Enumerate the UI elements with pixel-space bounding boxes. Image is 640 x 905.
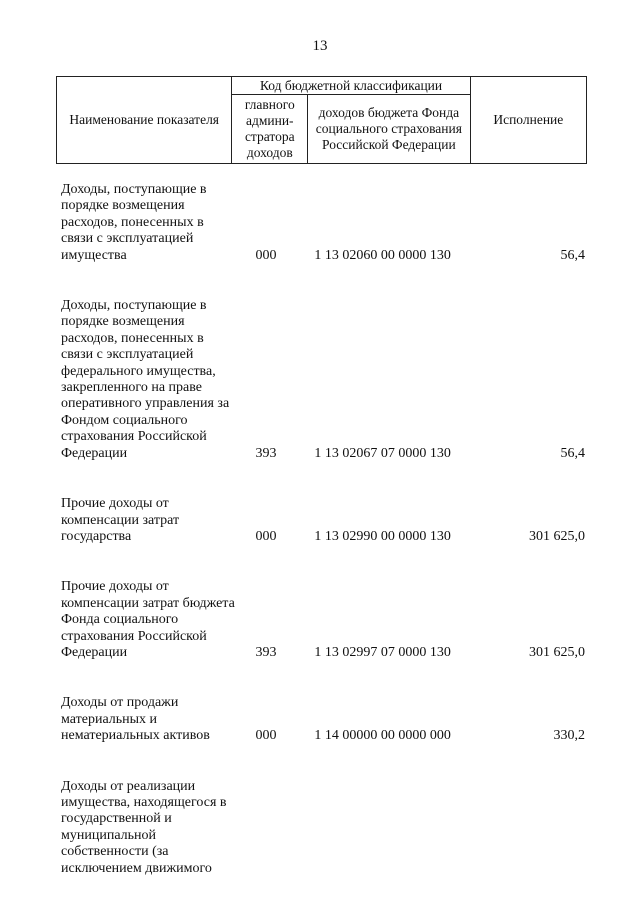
table-row [56, 496, 587, 545]
row-value: 301 625,0 [529, 528, 585, 544]
header-classification-group: Код бюджетной классификации [232, 77, 470, 95]
row-value [469, 779, 587, 877]
row-name: Доходы, поступающие в порядке возмещения расходов, понесенных в связи с эксплуатацией имущества [61, 182, 207, 263]
row-budget-code: 1 14 00000 00 0000 000 [314, 728, 451, 744]
row-value: 301 625,0 [529, 644, 585, 660]
table-row [56, 579, 587, 661]
row-admin-code: 000 [255, 728, 277, 744]
row-name: Доходы от продажи материальных и нематериальных активов [61, 695, 210, 744]
header-admin-column: главного админи-стратора доходов [232, 95, 308, 164]
header-revenue-code-column: доходов бюджета Фонда социального страхования Российской Федерации [308, 95, 471, 164]
row-value: 56,4 [560, 445, 585, 461]
row-value: 330,2 [553, 728, 585, 744]
table-row [56, 779, 587, 877]
row-budget-code: 1 13 02997 07 0000 130 [314, 644, 451, 660]
table-row [56, 695, 587, 744]
header-name-column: Наименование показателя [57, 77, 232, 164]
page-number: 13 [312, 38, 328, 54]
row-admin-code: 393 [255, 445, 277, 461]
row-value: 56,4 [560, 247, 585, 263]
table-body [56, 182, 587, 877]
row-budget-code [297, 779, 469, 877]
table-header [56, 76, 587, 164]
row-name: Доходы, поступающие в порядке возмещения расходов, понесенных в связи с эксплуатацией федерального имущества, закрепленного на праве оперативного управления за Фондом социального страхования Российской Федерации [61, 298, 230, 461]
row-budget-code: 1 13 02067 07 0000 130 [314, 445, 451, 461]
row-admin-code: 393 [255, 644, 277, 660]
header-execution-column: Исполнение [470, 77, 586, 164]
row-admin-code: 000 [255, 528, 277, 544]
row-name: Доходы от реализации имущества, находящегося в государственной и муниципальной собственности (за исключением движимого [61, 778, 227, 876]
row-budget-code: 1 13 02060 00 0000 130 [314, 247, 451, 263]
row-budget-code: 1 13 02990 00 0000 130 [314, 528, 451, 544]
row-name: Прочие доходы от компенсации затрат бюджета Фонда социального страхования Российской Федерации [61, 579, 235, 660]
row-admin-code [235, 779, 296, 877]
row-name: Прочие доходы от компенсации затрат государства [61, 496, 180, 544]
table-row [56, 182, 587, 264]
table-row [56, 298, 587, 462]
row-admin-code: 000 [255, 247, 277, 263]
